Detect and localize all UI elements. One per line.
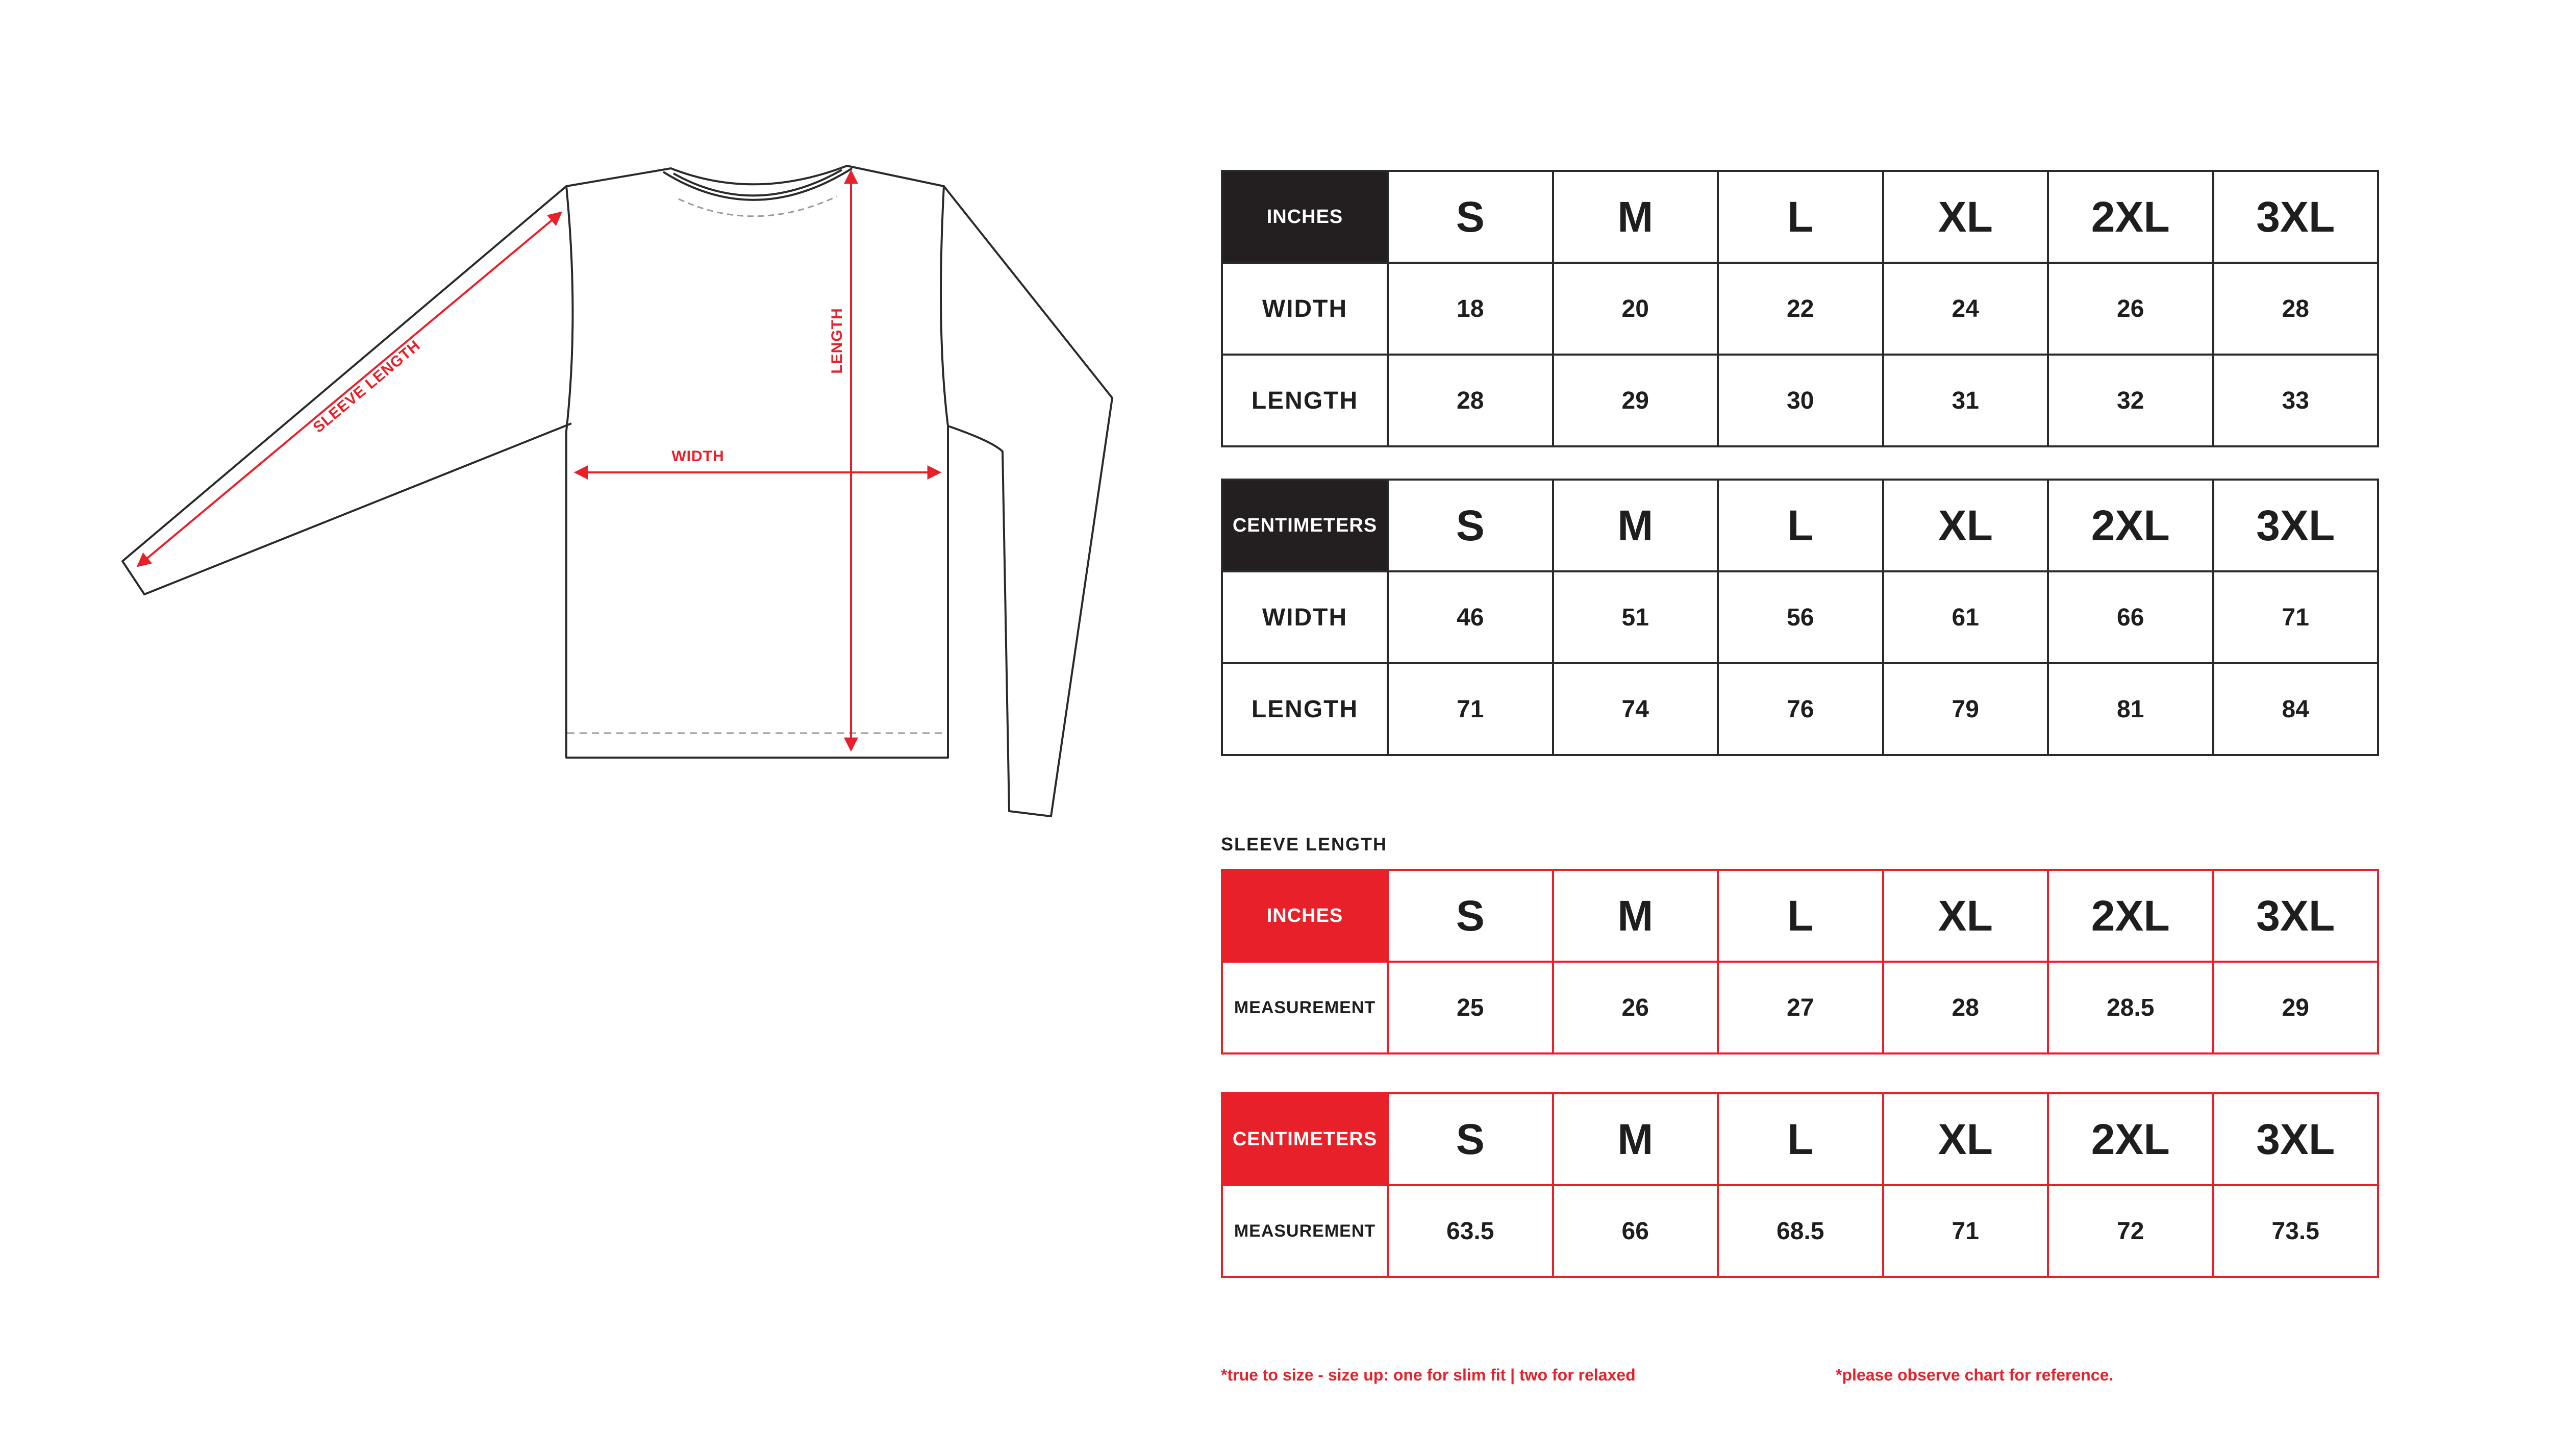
table-cell: 28 <box>2213 263 2379 355</box>
collar-inner <box>673 170 842 195</box>
table-cell: 71 <box>1883 1185 2048 1277</box>
right-sleeve-outline <box>944 186 1112 816</box>
fit-footnote: *true to size - size up: one for slim fit | two for relaxed <box>1221 1366 1636 1384</box>
body-centimeters-table <box>1221 479 2379 756</box>
size-header: S <box>1388 1093 1553 1185</box>
table-cell: 28 <box>1883 962 2048 1053</box>
table-cell: 61 <box>1883 571 2048 663</box>
sleeve-length-heading: SLEEVE LENGTH <box>1221 834 1388 855</box>
table-cell: 68.5 <box>1718 1185 1883 1277</box>
table-cell: 79 <box>1883 663 2048 755</box>
table-cell: 71 <box>2213 571 2379 663</box>
row-label: LENGTH <box>1222 663 1388 755</box>
size-header: M <box>1553 480 1718 571</box>
table-cell: 26 <box>1553 962 1718 1053</box>
table-cell: 66 <box>1553 1185 1718 1277</box>
size-header: XL <box>1883 480 2048 571</box>
table-cell: 33 <box>2213 355 2379 446</box>
size-header: S <box>1388 171 1553 263</box>
table-row <box>1222 571 2378 663</box>
table-cell: 66 <box>2048 571 2213 663</box>
sleeve-length-label: SLEEVE LENGTH <box>310 337 424 436</box>
table-row <box>1222 263 2378 355</box>
table-cell: 31 <box>1883 355 2048 446</box>
table-cell: 72 <box>2048 1185 2213 1277</box>
size-header: L <box>1718 870 1883 962</box>
row-label: LENGTH <box>1222 355 1388 446</box>
size-header: L <box>1718 171 1883 263</box>
size-header: XL <box>1883 171 2048 263</box>
size-header: XL <box>1883 1093 2048 1185</box>
size-header-row <box>1222 870 2378 962</box>
table-cell: 26 <box>2048 263 2213 355</box>
size-header: S <box>1388 480 1553 571</box>
table-cell: 84 <box>2213 663 2379 755</box>
table-cell: 18 <box>1388 263 1553 355</box>
table-cell: 73.5 <box>2213 1185 2379 1277</box>
size-header-row <box>1222 1093 2378 1185</box>
table-cell: 81 <box>2048 663 2213 755</box>
table-cell: 71 <box>1388 663 1553 755</box>
table-cell: 29 <box>1553 355 1718 446</box>
size-header: M <box>1553 171 1718 263</box>
length-label: LENGTH <box>829 308 845 374</box>
unit-header: INCHES <box>1222 171 1388 263</box>
size-header-row <box>1222 480 2378 571</box>
size-header: 2XL <box>2048 480 2213 571</box>
size-header: 3XL <box>2213 171 2379 263</box>
table-cell: 28 <box>1388 355 1553 446</box>
table-row <box>1222 1185 2378 1277</box>
table-cell: 46 <box>1388 571 1553 663</box>
body-inches-table <box>1221 170 2379 447</box>
table-cell: 51 <box>1553 571 1718 663</box>
width-label: WIDTH <box>671 448 724 465</box>
table-row <box>1222 355 2378 446</box>
table-row <box>1222 663 2378 755</box>
table-cell: 32 <box>2048 355 2213 446</box>
size-header: 3XL <box>2213 1093 2379 1185</box>
size-header: L <box>1718 480 1883 571</box>
table-cell: 56 <box>1718 571 1883 663</box>
table-cell: 27 <box>1718 962 1883 1053</box>
sleeve-centimeters-table <box>1221 1092 2379 1278</box>
unit-header: CENTIMETERS <box>1222 1093 1388 1185</box>
size-header: 3XL <box>2213 480 2379 571</box>
shirt-body-outline <box>566 166 948 758</box>
unit-header: CENTIMETERS <box>1222 480 1388 571</box>
size-header: 2XL <box>2048 171 2213 263</box>
table-cell: 63.5 <box>1388 1185 1553 1277</box>
size-header: L <box>1718 1093 1883 1185</box>
row-label: MEASUREMENT <box>1222 962 1388 1053</box>
size-header: M <box>1553 1093 1718 1185</box>
row-label: MEASUREMENT <box>1222 1185 1388 1277</box>
table-cell: 76 <box>1718 663 1883 755</box>
table-cell: 74 <box>1553 663 1718 755</box>
sleeve-inches-table <box>1221 869 2379 1055</box>
table-cell: 24 <box>1883 263 2048 355</box>
size-header: XL <box>1883 870 2048 962</box>
unit-header: INCHES <box>1222 870 1388 962</box>
size-header: 3XL <box>2213 870 2379 962</box>
reference-footnote: *please observe chart for reference. <box>1836 1366 2114 1384</box>
table-cell: 20 <box>1553 263 1718 355</box>
shirt-diagram <box>0 0 1173 867</box>
table-row <box>1222 962 2378 1053</box>
table-cell: 30 <box>1718 355 1883 446</box>
table-cell: 29 <box>2213 962 2379 1053</box>
size-header: M <box>1553 870 1718 962</box>
row-label: WIDTH <box>1222 263 1388 355</box>
size-header: S <box>1388 870 1553 962</box>
size-header: 2XL <box>2048 1093 2213 1185</box>
size-header: 2XL <box>2048 870 2213 962</box>
table-cell: 25 <box>1388 962 1553 1053</box>
table-cell: 22 <box>1718 263 1883 355</box>
table-cell: 28.5 <box>2048 962 2213 1053</box>
size-header-row <box>1222 171 2378 263</box>
row-label: WIDTH <box>1222 571 1388 663</box>
